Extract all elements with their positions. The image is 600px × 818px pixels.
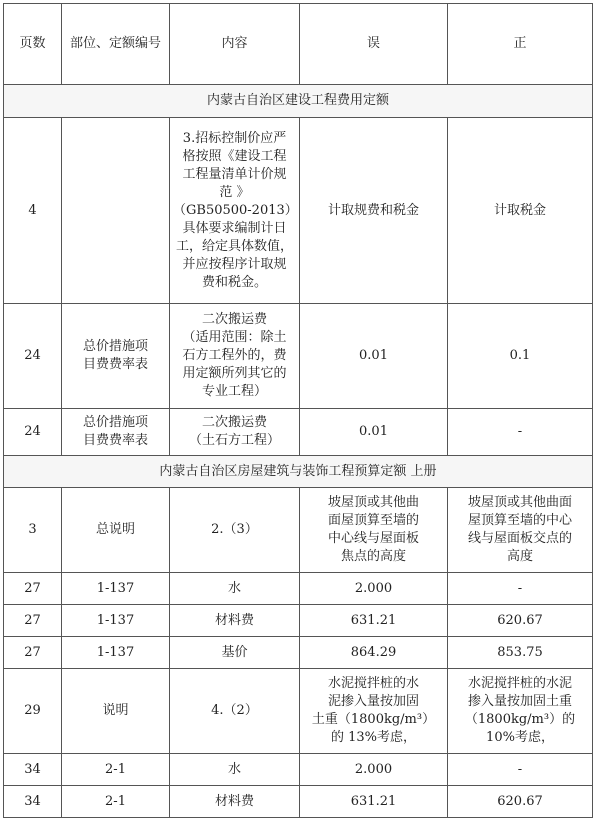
table-row [4, 605, 593, 637]
cell-line: 说明 [102, 703, 129, 718]
table-row [4, 786, 593, 818]
cell-line: 水泥搅拌桩的水 [327, 676, 419, 691]
cell-line: 620.67 [497, 612, 543, 628]
table-row [4, 409, 593, 456]
part-cell [62, 118, 170, 304]
cell-line: 总价措施项 [82, 339, 148, 354]
cell-line: 二次搬运费 [201, 415, 267, 430]
correct-value-cell [448, 118, 593, 304]
cell-line: （适用范围：除土 [182, 330, 287, 345]
section-title: 内蒙古自治区建设工程费用定额 [4, 85, 593, 118]
cell-line: （1800kg/m³）的 [464, 712, 576, 727]
cell-line: 0.1 [509, 348, 531, 363]
part-cell [62, 637, 170, 669]
page-cell: 27 [4, 637, 62, 669]
content-cell [170, 304, 300, 409]
table-row [4, 118, 593, 304]
cell-line: 目费费率表 [82, 357, 148, 372]
part-cell [62, 754, 170, 786]
cell-line: 费和税金。 [201, 274, 267, 290]
cell-line: 高度 [506, 549, 533, 564]
header-wrong: 误 [300, 4, 448, 85]
cell-line: 目费费率表 [82, 433, 148, 448]
cell-line: 0.01 [359, 348, 388, 363]
part-cell [62, 605, 170, 637]
correct-value-cell [448, 786, 593, 818]
page-cell: 24 [4, 409, 62, 456]
cell-line: （GB50500-2013） [173, 202, 298, 218]
content-cell [170, 409, 300, 456]
wrong-value-cell [300, 754, 448, 786]
cell-line: 1-137 [96, 612, 135, 628]
table-row [4, 669, 593, 754]
cell-line: 石方工程外的，费 [182, 348, 287, 363]
cell-line: 0.01 [359, 424, 388, 439]
cell-line: 2-1 [105, 793, 126, 809]
cell-line: 864.29 [350, 644, 397, 660]
table-row [4, 573, 593, 605]
page-cell: 24 [4, 304, 62, 409]
cell-line: 10%考虑， [486, 730, 554, 745]
part-cell [62, 573, 170, 605]
wrong-value-cell [300, 786, 448, 818]
content-cell [170, 118, 300, 304]
wrong-value-cell [300, 637, 448, 669]
page-cell: 29 [4, 669, 62, 754]
cell-line: 掺入量按加固土重 [467, 694, 572, 709]
cell-line: - [517, 580, 523, 596]
cell-line: 格按照《建设工程 [182, 148, 287, 164]
part-cell [62, 409, 170, 456]
correct-value-cell [448, 637, 593, 669]
cell-line: 4.（2） [211, 703, 258, 718]
cell-line: 用定额所列其它的 [182, 366, 287, 381]
section-title-row [4, 85, 593, 118]
content-cell [170, 669, 300, 754]
cell-line: 总说明 [95, 522, 135, 537]
cell-line: 计取税金 [493, 202, 546, 218]
page-cell: 4 [4, 118, 62, 304]
page-cell: 27 [4, 573, 62, 605]
cell-line: 2-1 [105, 761, 126, 777]
content-cell [170, 488, 300, 573]
cell-line: 泥掺入量按加固 [327, 694, 419, 709]
cell-line: 焦点的高度 [340, 549, 406, 564]
correct-value-cell [448, 488, 593, 573]
cell-line: 中心线与屋面板 [327, 531, 419, 546]
wrong-value-cell [300, 669, 448, 754]
cell-line: 专业工程） [201, 384, 267, 399]
header-page: 页数 [4, 4, 62, 85]
cell-line: 范 》 [219, 184, 250, 200]
cell-line: 620.67 [497, 793, 543, 809]
correct-value-cell [448, 605, 593, 637]
part-cell [62, 304, 170, 409]
correct-value-cell [448, 573, 593, 605]
cell-line: 的 13%考虑， [330, 730, 417, 745]
cell-line: 线与屋面板交点的 [467, 531, 572, 546]
cell-line: 1-137 [96, 580, 135, 596]
cell-line: 并应按程序计取规 [182, 256, 287, 272]
cell-line: 3.招标控制价应严 [182, 130, 287, 146]
part-cell [62, 488, 170, 573]
page-cell: 34 [4, 786, 62, 818]
cell-line: 2.（3） [211, 522, 258, 537]
cell-line: 屋顶算至墙的中心 [467, 513, 572, 528]
header-row [4, 4, 593, 85]
correct-value-cell [448, 409, 593, 456]
correct-value-cell [448, 304, 593, 409]
correction-table [3, 3, 593, 818]
wrong-value-cell [300, 409, 448, 456]
correction-table-wrapper [3, 3, 593, 818]
part-cell [62, 669, 170, 754]
wrong-value-cell [300, 605, 448, 637]
cell-line: 材料费 [214, 793, 254, 809]
cell-line: 计取规费和税金 [327, 202, 419, 218]
cell-line: 二次搬运费 [201, 312, 267, 327]
wrong-value-cell [300, 304, 448, 409]
content-cell [170, 637, 300, 669]
header-right: 正 [448, 4, 593, 85]
cell-line: 材料费 [214, 612, 254, 628]
part-cell [62, 786, 170, 818]
content-cell [170, 605, 300, 637]
header-part: 部位、定额编号 [62, 4, 170, 85]
table-row [4, 488, 593, 573]
cell-line: - [517, 761, 523, 777]
wrong-value-cell [300, 573, 448, 605]
cell-line: 1-137 [96, 644, 135, 660]
content-cell [170, 573, 300, 605]
cell-line: 坡屋顶或其他曲面 [467, 495, 572, 510]
table-row [4, 637, 593, 669]
cell-line: 具体要求编制计日 [182, 220, 287, 236]
cell-line: - [517, 424, 523, 439]
cell-line: 工，给定具体数值， [175, 238, 293, 254]
cell-line: （土石方工程） [188, 433, 280, 448]
cell-line: 基价 [221, 644, 248, 660]
cell-line: 面屋顶算至墙的 [327, 513, 419, 528]
table-row [4, 754, 593, 786]
cell-line: 水泥搅拌桩的水泥 [467, 676, 572, 691]
header-content: 内容 [170, 4, 300, 85]
cell-line: 总价措施项 [82, 415, 148, 430]
page-cell: 34 [4, 754, 62, 786]
cell-line: 工程量清单计价规 [182, 166, 287, 182]
cell-line: 631.21 [350, 612, 397, 628]
correct-value-cell [448, 754, 593, 786]
table-row [4, 304, 593, 409]
cell-line: 2.000 [354, 580, 393, 596]
cell-line: 坡屋顶或其他曲 [327, 495, 419, 510]
content-cell [170, 754, 300, 786]
cell-line: 土重（1800kg/m³） [311, 712, 436, 727]
wrong-value-cell [300, 488, 448, 573]
correct-value-cell [448, 669, 593, 754]
content-cell [170, 786, 300, 818]
cell-line: 631.21 [350, 793, 397, 809]
cell-line: 853.75 [497, 644, 543, 660]
wrong-value-cell [300, 118, 448, 304]
section-title-row [4, 456, 593, 488]
section-title: 内蒙古自治区房屋建筑与装饰工程预算定额 上册 [4, 456, 593, 488]
page-cell: 27 [4, 605, 62, 637]
cell-line: 水 [227, 580, 241, 596]
cell-line: 2.000 [354, 761, 393, 777]
cell-line: 水 [227, 761, 241, 777]
page-cell: 3 [4, 488, 62, 573]
